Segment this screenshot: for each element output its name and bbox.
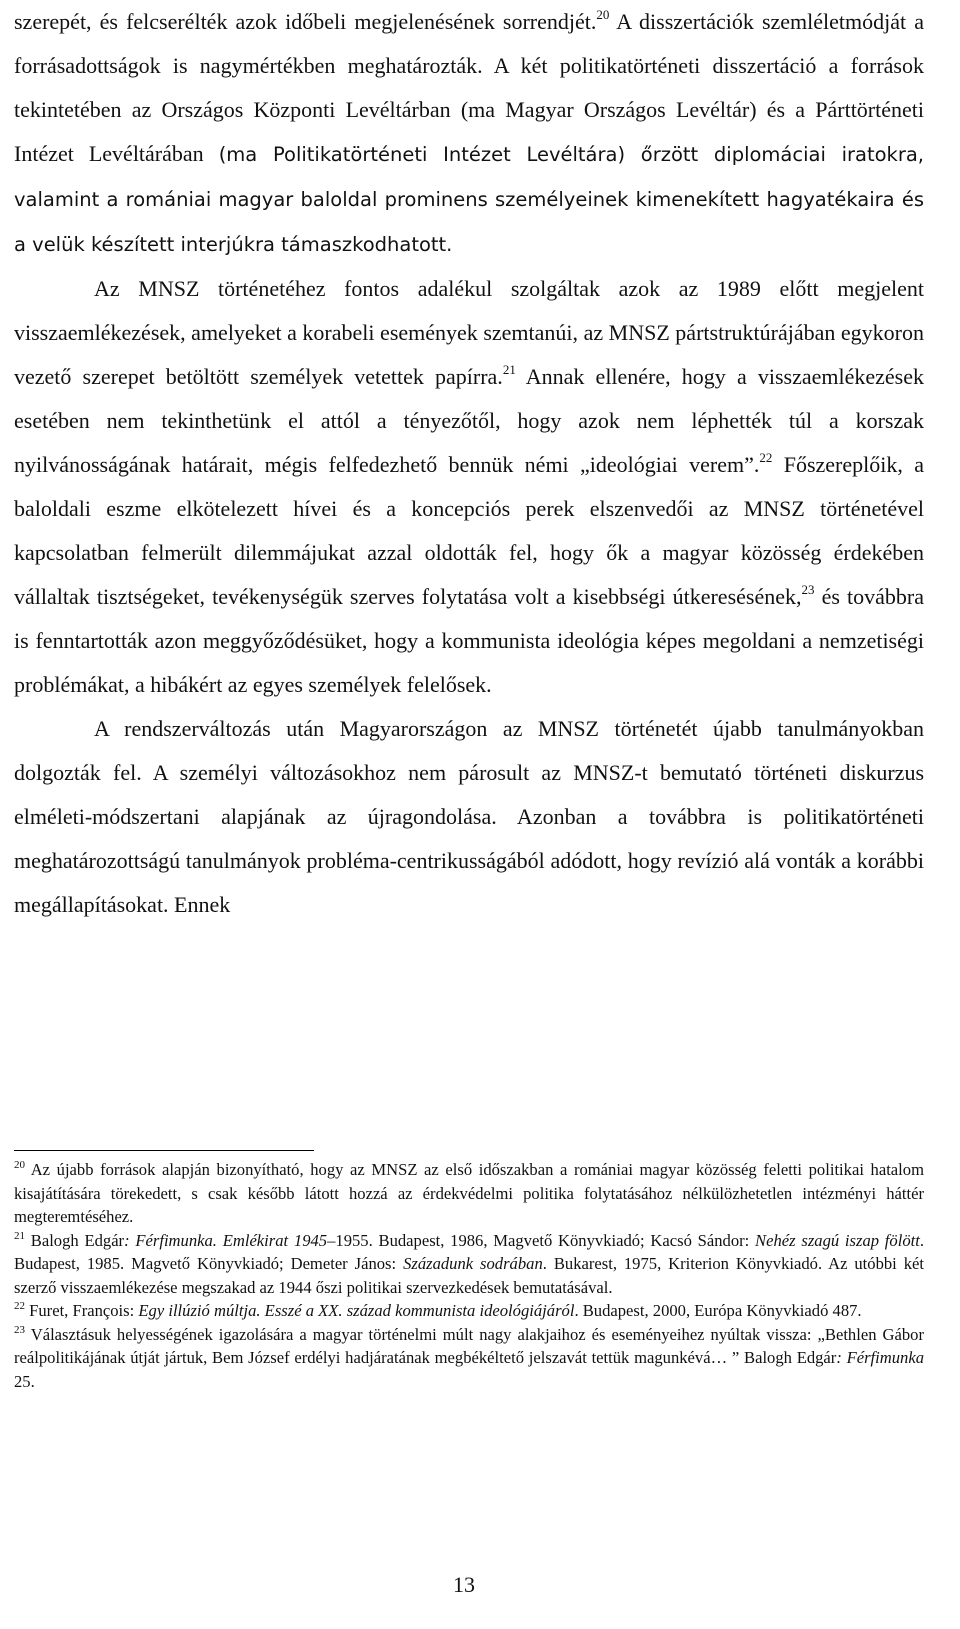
footnote-ref-20[interactable]: 20 <box>596 7 610 22</box>
page-number: 13 <box>453 1572 475 1597</box>
paragraph-1-text-b: A disszertációk szemléletmódját a forrásadottságok is nagymértékben meghatározták. A két politikatörténeti disszertáció a források tekintetében az Országos Központi Levéltárban (ma Magyar Országos Levéltár) és a Párttörténeti Intézet Levéltárában <box>14 9 924 166</box>
paragraph-2-text-b: Annak ellenére, hogy a visszaemlékezések esetében nem tekinthetünk el attól a tényezőtől, hogy azok nem léphették túl a korszak nyilvánosságának határait, mégis felfedezhető bennük némi „ideológiai verem”. <box>14 364 925 477</box>
footnote-22-text-a: Furet, François: <box>25 1301 139 1320</box>
footnote-21 <box>14 1229 924 1300</box>
paragraph-2-text-a: Az MNSZ történetéhez fontos adalékul szolgáltak azok az 1989 előtt megjelent visszaemlékezések, amelyeket a korabeli események szemtanúi, az MNSZ pártstruktúrájában egykoron vezető szerepet betöltött személyek vetettek papírra. <box>14 276 924 389</box>
main-text <box>14 0 924 927</box>
footnote-22-text-b: . Budapest, 2000, Európa Könyvkiadó 487. <box>574 1301 862 1320</box>
footnotes <box>14 1158 924 1393</box>
footnote-20-text: Az újabb források alapján bizonyítható, hogy az MNSZ az első időszakban a romániai magyar közösség feletti politikai hatalom kisajátítására törekedett, s csak később látott hozzá az érdekvédelmi politika folytatásához nélkülözhetetlen intézményi háttér megteremtéséhez. <box>14 1160 924 1226</box>
footnote-21-text-a: Balogh Edgár <box>25 1230 125 1250</box>
footnote-23-title: : Férfimunka <box>836 1348 924 1367</box>
footnote-number-21: 21 <box>14 1229 25 1242</box>
footnote-21-title-b: Nehéz szagú iszap fölött <box>755 1230 920 1250</box>
footnote-21-text-d: . Bukarest, 1975, Kriterion Könyvkiadó. Az utóbbi két szerző visszaemlékezése megszakad az 1944 őszi politikai szervezkedések bemutatásával. <box>14 1254 924 1297</box>
footnote-number-20: 20 <box>14 1159 25 1171</box>
paragraph-1-text-a: szerepét, és felcserélték azok időbeli megjelenésének sorrendjét. <box>14 9 597 34</box>
footnote-21-title-a: : Férfimunka. Emlékirat 1945 <box>124 1230 328 1250</box>
footnote-ref-23[interactable]: 23 <box>801 582 815 597</box>
footnote-23-text-b: 25. <box>14 1371 35 1391</box>
footnote-number-22: 22 <box>14 1300 25 1312</box>
footnote-ref-22[interactable]: 22 <box>759 450 773 465</box>
footnote-23 <box>14 1323 924 1394</box>
paragraph-1 <box>14 0 924 267</box>
footnote-21-text-b: –1955. Budapest, 1986, Magvető Könyvkiadó; Kacsó Sándor: <box>327 1230 756 1250</box>
footnote-22 <box>14 1299 924 1323</box>
paragraph-3: A rendszerváltozás után Magyarországon az MNSZ történetét újabb tanulmányokban dolgozták fel. A személyi változásokhoz nem párosult az MNSZ-t bemutató történeti diskurzus elméleti-módszertani alapjának az újragondolása. Azonban a továbbra is politikatörténeti meghatározottságú tanulmányok probléma-centrikusságából adódott, hogy revízió alá vonták a korábbi megállapításokat. Ennek <box>14 716 924 917</box>
footnote-20 <box>14 1158 924 1229</box>
paragraph-2 <box>14 267 924 707</box>
paragraph-1-text-sans: (ma Politikatörténeti Intézet Levéltára) őrzött diplomáciai iratokra, valamint a romániai magyar baloldal prominens személyeinek kimenekített hagyatékaira és a velük készített interjúkra támaszkodhatott. <box>14 143 924 256</box>
paragraph-2-text-d: és továbbra is fenntartották azon meggyőződésüket, hogy a kommunista ideológia képes megoldani a nemzetiségi problémákat, a hibákért az egyes személyek felelősek. <box>14 584 924 697</box>
footnote-number-23: 23 <box>14 1323 25 1336</box>
footnote-23-text-a: Választásuk helyességének igazolására a magyar történelmi múlt nagy alakjaihoz és eseményeihez nyúltak vissza: „Bethlen Gábor reálpolitikájának útját jártuk, Bem József erdélyi hadjáratának megbékéltető jelszavát tettük magunkévá… ” Balogh Edgár <box>14 1324 924 1367</box>
paragraph-2-text-c: Főszereplőik, a baloldali eszme elkötelezett hívei és a koncepciós perek elszenvedői az MNSZ történetével kapcsolatban felmerült dilemmájukat azzal oldották fel, hogy ők a magyar közösség érdekében vállaltak tisztségeket, tevékenységük szerves folytatása volt a kisebbségi útkeresésének, <box>14 452 925 609</box>
footnote-ref-21[interactable]: 21 <box>502 362 516 377</box>
footnote-separator <box>14 1150 314 1151</box>
footnote-22-title: Egy illúzió múltja. Esszé a XX. század kommunista ideológiájáról <box>138 1301 575 1320</box>
footnote-21-title-c: Századunk sodrában <box>403 1254 543 1273</box>
footnote-21-text-c: . Budapest, 1985. Magvető Könyvkiadó; Demeter János: <box>14 1230 925 1273</box>
